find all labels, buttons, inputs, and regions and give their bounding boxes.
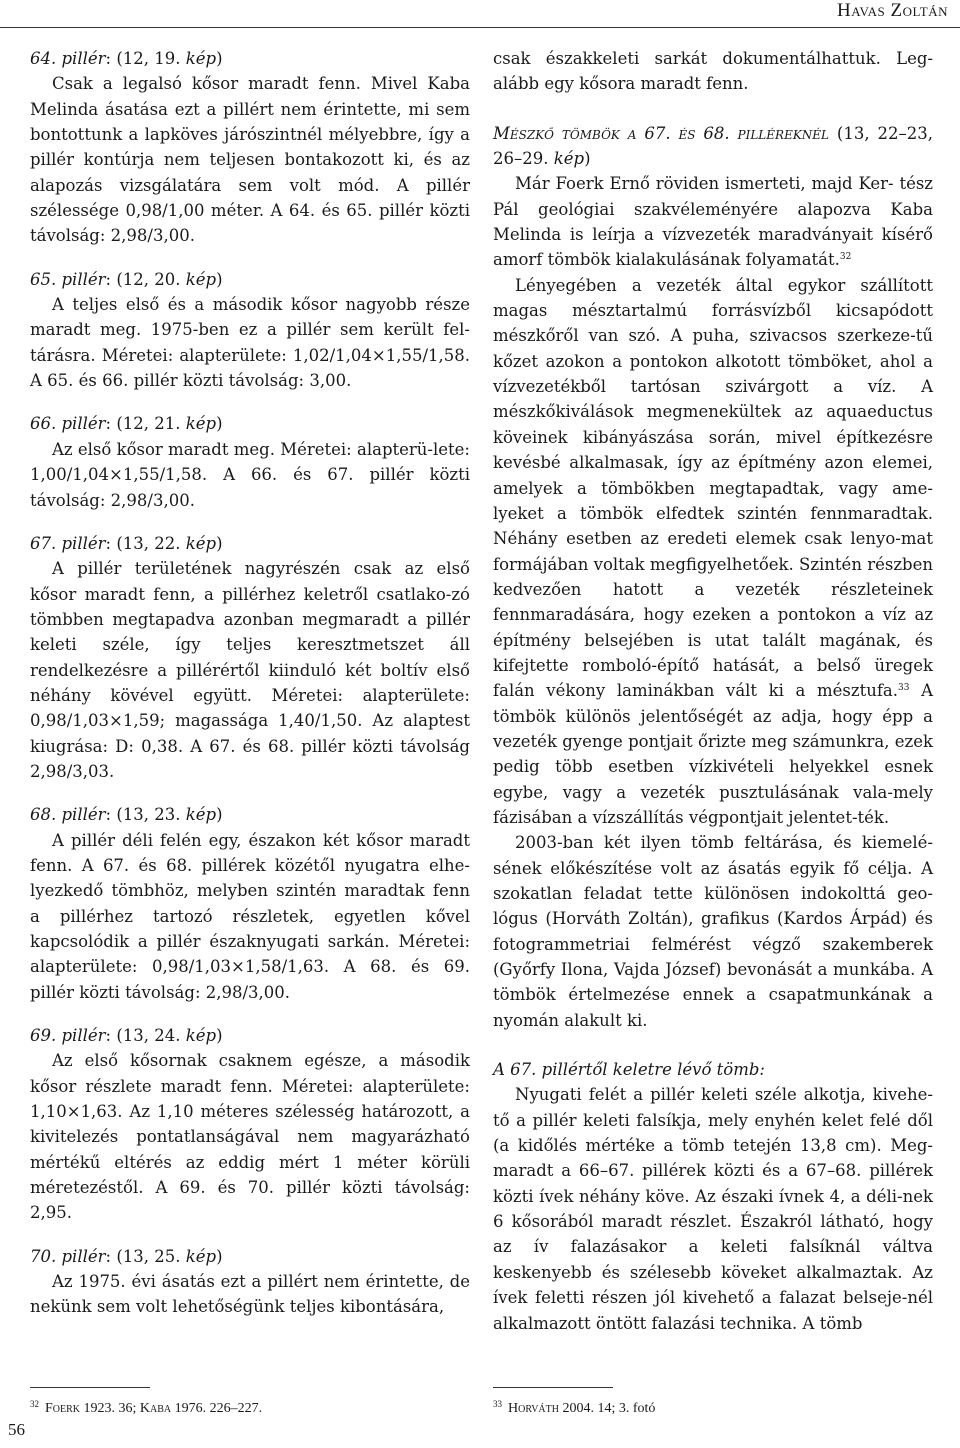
section-paragraph: 2003-ban két ilyen tömb feltárása, és kiemelé-sének előkészítése volt az ásatás egyik fő célja. A szokatlan feladat tette különösen indokolttá geo-lógus (Horváth Zoltán), grafikus (Kardos Árpád) és fotogrammetriai felmérést végző szakemberek (Győrfy Ilona, Vajda József) bevonását a munkába. A tömbök értelmezése ennek a csapatmunkának a nyomán alakult ki. xyxy=(493,833,933,1030)
entry-heading-pillar: 65. pillér xyxy=(30,269,106,289)
entry-heading-kep: kép xyxy=(185,414,217,434)
entry-heading-pillar: 66. pillér xyxy=(30,414,106,434)
section-heading-smallcaps: Mészkő tömbök a 67. és 68. pilléreknél xyxy=(493,123,830,143)
entry-heading-close: ) xyxy=(216,1026,223,1046)
entry-pillar-67 xyxy=(30,531,470,784)
header-rule xyxy=(0,27,960,28)
entry-pillar-68 xyxy=(30,802,470,1005)
entry-heading xyxy=(30,411,470,436)
entry-heading-ref: : (13, 24. xyxy=(105,1026,186,1046)
entry-heading-pillar: 69. pillér xyxy=(30,1026,106,1046)
entry-heading-ref: : (12, 20. xyxy=(105,269,186,289)
entry-text: A teljes első és a második kősor nagyobb része maradt meg. 1975-ben ez a pillér sem került fel-tárásra. Méretei: alapterülete: 1,02/1,04×1,55/1,58. A 65. és 66. pillér közti távolság: 3,00. xyxy=(30,295,470,391)
section-heading-close: ) xyxy=(584,149,591,169)
footnote-number: 33 xyxy=(493,1399,502,1409)
entry-pillar-66 xyxy=(30,411,470,512)
section-heading-ref-2: 26–29. xyxy=(493,149,554,169)
section-heading: A 67. pillértől keletre lévő tömb: xyxy=(493,1060,765,1080)
section-paragraph: Nyugati felét a pillér keleti széle alkotja, kivehe-tő a pillér keleti falsíkja, mely enyhén kelet felé dől (a kidőlés mértéke a tömb tetején 13,8 cm). Meg-maradt a 66–67. pillérek közti és a 67–68. pillérek közti ívek néhány köve. Az északi ívnek 4, a déli-nek 6 kősorából maradt részlet. Északról látható, hogy az ív falazásakor a keleti falsíknál váltva keskenyebb és szélesebb köveket alkalmaztak. Az ívek feletti részen jól kivehető a falazat belseje-nél alkalmazott öntött falazási technika. A tömb xyxy=(493,1085,933,1333)
entry-heading-kep: kép xyxy=(185,1246,217,1266)
entry-pillar-70 xyxy=(30,1244,470,1320)
section-paragraph: Lényegében a vezeték által egykor szállított magas mésztartalmú forrásvízből kicsapódott mészkőről van szó. A puha, szivacsos szerkeze-tű kőzet azokon a pontokon alkotott tömböket, ahol a vízvezetékből tartósan szivárgott a víz. A mészkőkiválások megmenekültek az aquaeductus köveinek kibányászása során, mivel építkezésre kevésbé alkalmasak, így az építmény azon elemei, amelyek a tömbökben megtapadtak, vagy ame-lyeket a tömbök elfedtek szintén fennmaradtak. Néhány esetben az eredeti elemek csak lenyo-mat formájában voltak megfigyelhetőek. Szintén részben kedvezően hatott a vezeték részleteinek fennmaradására, hogy ezeken a pontokon a víz az építmény belsejében is utat talált magának, és kifejtette romboló-építő hatását, a belső üregek falán vékony laminákban vált ki a mésztufa.$^{33}$ A tömbök különös jelentőségét az adja, hogy épp a vezeték gyenge pontjait őrizte meg számunkra, ezek pedig több esetben vízkivételi helyekkel esnek egybe, vagy a vezeték pusztulásának vala-mely fázisában a vízszállítás végpontjait jelentet-ték. xyxy=(493,275,934,827)
entry-heading xyxy=(30,1244,470,1269)
footnote-author: Horváth xyxy=(508,1401,559,1416)
entry-text: Az első kősornak csaknem egésze, a második kősor részlete maradt fenn. Méretei: alapterülete: 1,10×1,63. Az 1,10 méteres szélesség határozott, a kivitelezés pontatlanságával nem magyarázható mértékű eltérés az eddig mért 1 méter körüli méretezéstől. A 69. és 70. pillér közti távolság: 2,95. xyxy=(30,1051,470,1223)
section-meszko-tombok xyxy=(493,121,933,1033)
entry-heading-kep: kép xyxy=(185,533,217,553)
footnote-rule-right xyxy=(493,1387,613,1388)
footnote-rule-left xyxy=(30,1387,150,1388)
footnote-33: $^{33}$ Horváth 2004. 14; 3. fotó xyxy=(493,1399,656,1416)
entry-pillar-69 xyxy=(30,1023,470,1226)
entry-heading-ref: : (13, 22. xyxy=(105,533,186,553)
entry-text: A pillér területének nagyrészén csak az első kősor maradt fenn, a pillérhez keletről csatlako-zó tömbben megtapadva azonban megmaradt a pillér keleti széle, így teljes keresztmetszet áll rendelkezésre a pillérértől kiinduló két boltív első néhány kövével együtt. Méretei: alapterülete: 0,98/1,03×1,59; magassága 1,40/1,50. Az alaptest kiugrása: D: 0,38. A 67. és 68. pillér közti távolság 2,98/3,03. xyxy=(30,559,470,781)
entry-heading-close: ) xyxy=(216,1246,223,1266)
section-heading-kep: kép xyxy=(553,149,585,169)
right-column xyxy=(493,46,933,1336)
footnote-ref-33[interactable]: 33 xyxy=(898,683,910,694)
entry-heading-close: ) xyxy=(216,269,223,289)
footnote-author: Foerk xyxy=(45,1401,81,1416)
entry-heading-ref: : (12, 21. xyxy=(105,414,186,434)
continued-text: csak északkeleti sarkát dokumentálhattuk. Leg-alább egy kősora maradt fenn. xyxy=(493,49,933,94)
entry-heading xyxy=(30,46,470,71)
entry-heading-kep: kép xyxy=(185,49,217,68)
left-column xyxy=(30,46,470,1320)
footnote-number: 32 xyxy=(30,1399,39,1409)
entry-heading-pillar: 70. pillér xyxy=(30,1246,106,1266)
running-header-author: Havas Zoltán xyxy=(837,0,948,21)
section-tomb-67 xyxy=(493,1057,933,1336)
entry-heading xyxy=(30,802,470,827)
entry-heading-ref: : (12, 19. xyxy=(105,49,186,68)
entry-heading-close: ) xyxy=(216,533,223,553)
entry-text: Az 1975. évi ásatás ezt a pillért nem érintette, de nekünk sem volt lehetőségünk teljes kibontására, xyxy=(30,1272,470,1317)
entry-text: Az első kősor maradt meg. Méretei: alapterü-lete: 1,00/1,04×1,55/1,58. A 66. és 67. pillér közti távolság: 2,98/3,00. xyxy=(30,439,470,510)
entry-heading-kep: kép xyxy=(185,1026,217,1046)
section-paragraph: Már Foerk Ernő röviden ismerteti, majd Ker- tész Pál geológiai szakvéleményére alapozva Kaba Melinda is leírja a vízvezeték maradványait kísérő amorf tömbök kialakulásának folyamatát.$^{32}$ xyxy=(493,174,933,270)
entry-heading-pillar: 64. pillér xyxy=(30,49,106,68)
entry-heading-kep: kép xyxy=(185,269,217,289)
section-heading xyxy=(493,121,933,172)
entry-heading xyxy=(30,1023,470,1048)
entry-heading-close: ) xyxy=(216,805,223,825)
entry-heading-ref: : (13, 25. xyxy=(105,1246,186,1266)
entry-heading-close: ) xyxy=(216,414,223,434)
entry-text: Csak a legalsó kősor maradt fenn. Mivel Kaba Melinda ásatása ezt a pillért nem érintette, mi sem bontottunk a lapköves járószintnél mélyebbre, így a pillér kontúrja nem teljesen bontakozott ki, és az alapozás vizsgálatára sem volt mód. A pillér szélessége 0,98/1,00 méter. A 64. és 65. pillér közti távolság: 2,98/3,00. xyxy=(30,74,470,246)
entry-heading xyxy=(30,531,470,556)
footnote-author: Kaba xyxy=(139,1401,172,1416)
entry-heading-pillar: 68. pillér xyxy=(30,805,106,825)
footnote-32: $^{32}$ Foerk 1923. 36; Kaba 1976. 226–227. xyxy=(30,1399,263,1416)
entry-heading-ref: : (13, 23. xyxy=(105,805,186,825)
entry-heading-kep: kép xyxy=(185,805,217,825)
entry-pillar-64 xyxy=(30,46,470,249)
entry-text: A pillér déli felén egy, északon két kősor maradt fenn. A 67. és 68. pillérek közétől nyugatra elhe-lyezkedő tömbhöz, melyben szintén maradtak fenn a pillérhez tartozó részletek, egyetlen kővel kapcsolódik a pillér északnyugati sarkán. Méretei: alapterülete: 0,98/1,03×1,58/1,63. A 68. és 69. pillér közti távolság: 2,98/3,00. xyxy=(30,830,470,1002)
footnote-ref-32[interactable]: 32 xyxy=(839,252,852,263)
entry-pillar-65 xyxy=(30,267,470,394)
entry-heading xyxy=(30,267,470,292)
section-heading-ref: (13, 22–23, xyxy=(829,123,933,143)
page-number: 56 xyxy=(8,1420,25,1439)
entry-heading-pillar: 67. pillér xyxy=(30,533,106,553)
entry-heading-close: ) xyxy=(216,49,223,68)
